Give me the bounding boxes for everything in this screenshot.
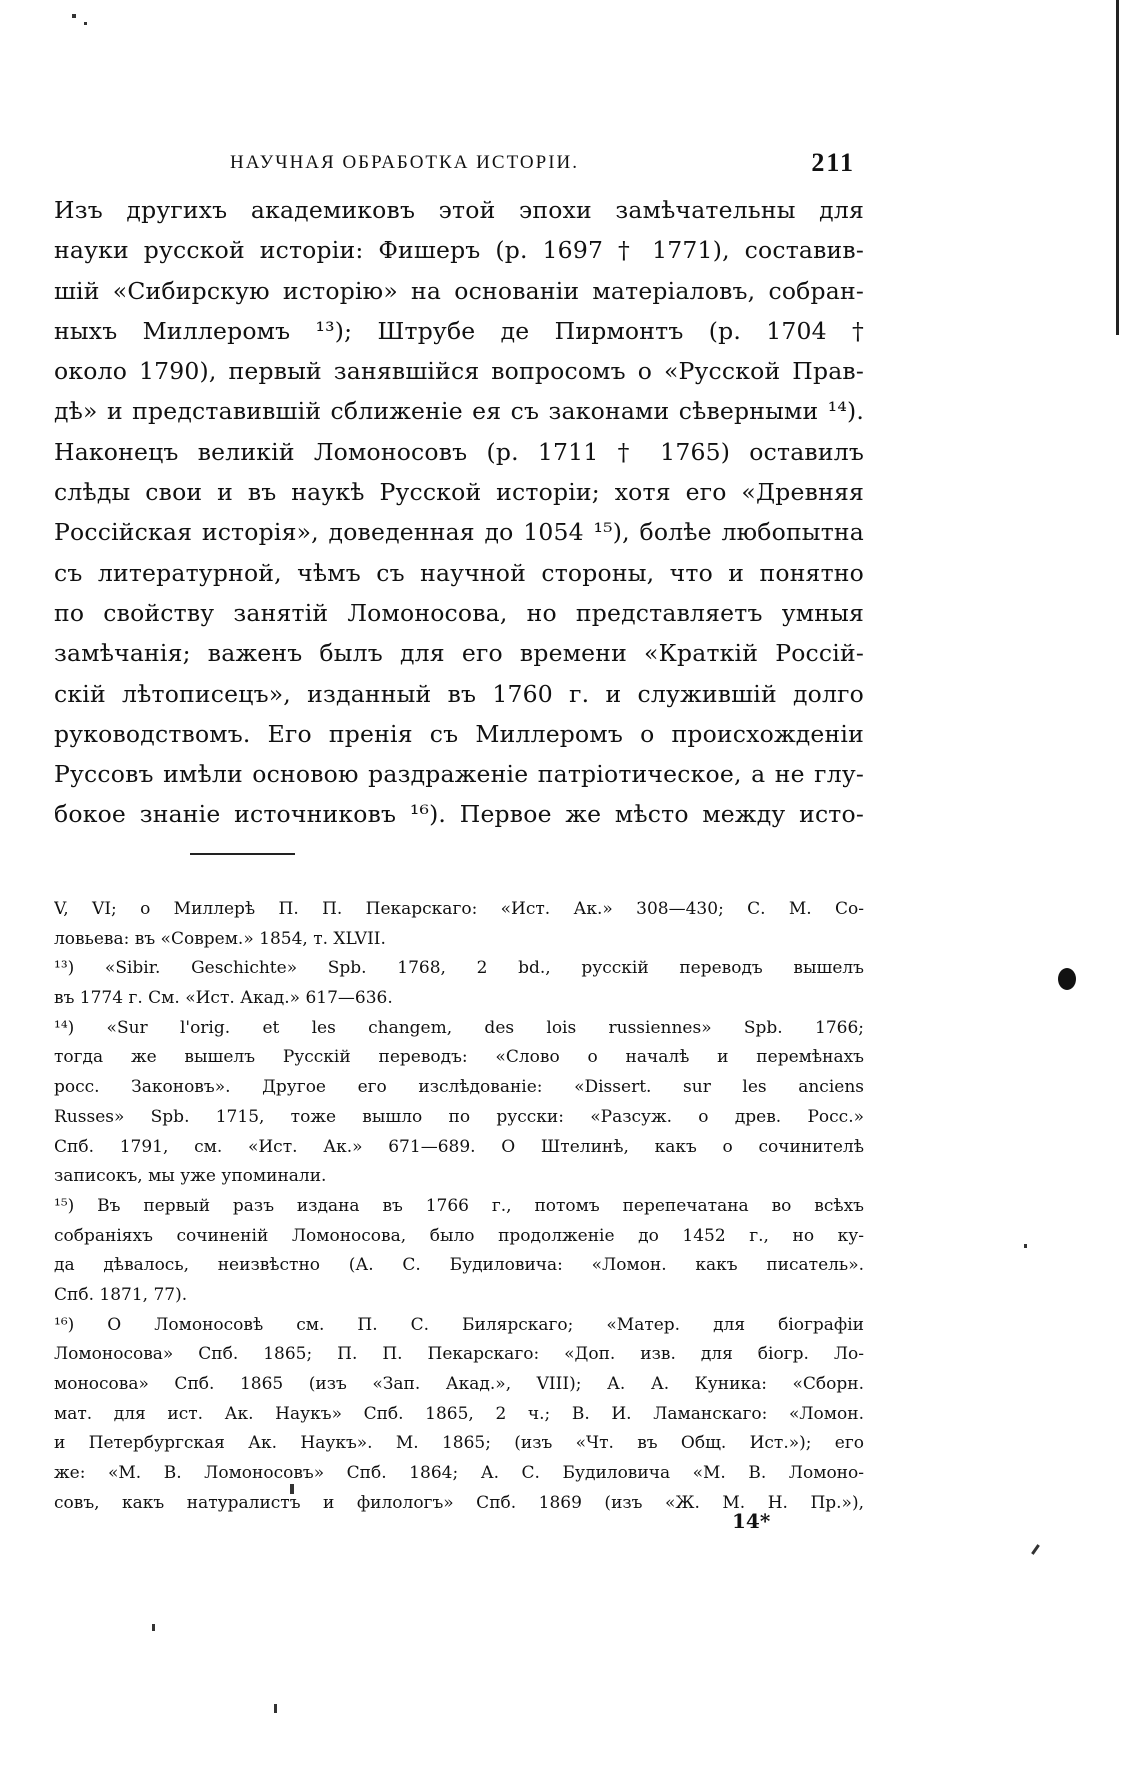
- footnote-separator: [190, 853, 295, 855]
- text-line: съ литературной, чѣмъ съ научной стороны, что и понятно: [54, 558, 864, 587]
- text-line: слѣды свои и въ наукѣ Русской исторіи; хотя его «Древняя: [54, 478, 864, 507]
- footnote-line: моносова» Спб. 1865 (изъ «Зап. Акад.», VIII); А. А. Куника: «Сборн.: [54, 1374, 864, 1394]
- scan-edge-line: [1116, 0, 1119, 335]
- main-text: [54, 190, 864, 835]
- footnote-line: Ломоносова» Спб. 1865; П. П. Пекарскаго: «Доп. изв. для біогр. Ло-: [54, 1344, 864, 1365]
- footnote-line: тогда же вышелъ Русскій переводъ: «Слово о началѣ и перемѣнахъ: [54, 1047, 864, 1068]
- text-line: шій «Сибирскую исторію» на основаніи матеріаловъ, собран-: [54, 276, 864, 305]
- text-line: замѣчанія; важенъ былъ для его времени «Краткій Россій-: [54, 639, 864, 668]
- ink-blot: [1058, 968, 1076, 990]
- footnote-line: Спб. 1871, 77).: [54, 1284, 188, 1305]
- footnotes: [54, 895, 864, 1518]
- scan-speck: [1024, 1244, 1027, 1248]
- text-line: Россійская исторія», доведенная до 1054 ¹⁵), болѣе любопытна: [54, 518, 864, 547]
- scan-speck: [274, 1704, 277, 1713]
- header-title: НАУЧНАЯ ОБРАБОТКА ИСТОРІИ.: [230, 152, 580, 173]
- footnote-line: ловьева: въ «Соврем.» 1854, т. XLVII.: [54, 928, 386, 949]
- text-line: Изъ другихъ академиковъ этой эпохи замѣчательны для: [54, 196, 864, 224]
- footnote-line: совъ, какъ натуралистъ и филологъ» Спб. 1869 (изъ «Ж. М. Н. Пр.»),: [54, 1492, 864, 1513]
- text-line: дѣ» и представившій сближеніе ея съ законами сѣверными ¹⁴).: [54, 397, 864, 426]
- footnote-line: ¹⁴) «Sur l'orig. et les changem, des lois russiennes» Spb. 1766;: [54, 1017, 864, 1038]
- text-line: скій лѣтописецъ», изданный въ 1760 г. и служившій долго: [54, 679, 864, 708]
- text-line: бокое знаніе источниковъ ¹⁶). Первое же мѣсто между исто-: [54, 800, 864, 829]
- footnote-line: ¹⁵) Въ первый разъ издана въ 1766 г., потомъ перепечатана во всѣхъ: [54, 1195, 864, 1216]
- page-number: 211: [811, 148, 855, 177]
- footnote-line: записокъ, мы уже упоминали.: [54, 1166, 327, 1187]
- running-header: [230, 148, 855, 178]
- footnote-line: и Петербургская Ак. Наукъ». М. 1865; (изъ «Чт. въ Общ. Ист.»); его: [54, 1433, 864, 1454]
- footnote-line: ¹³) «Sibir. Geschichte» Spb. 1768, 2 bd., русскій переводъ вышелъ: [54, 958, 864, 979]
- text-line: Наконецъ великій Ломоносовъ (р. 1711 † 1765) оставилъ: [54, 437, 864, 466]
- scan-speck: [84, 22, 87, 25]
- scan-speck: [1031, 1544, 1040, 1555]
- text-line: по свойству занятій Ломоносова, но представляетъ умныя: [54, 598, 864, 627]
- footnote-line: мат. для ист. Ак. Наукъ» Спб. 1865, 2 ч.; В. И. Ламанскаго: «Ломон.: [54, 1403, 864, 1424]
- footnote-line: Russes» Spb. 1715, тоже вышло по русски: «Разсуж. о древ. Росс.»: [54, 1106, 864, 1127]
- text-line: ныхъ Миллеромъ ¹³); Штрубе де Пирмонтъ (р. 1704 †: [54, 316, 864, 345]
- footnote-line: V, VI; о Миллерѣ П. П. Пекарскаго: «Ист. Ак.» 308—430; С. М. Со-: [54, 899, 864, 919]
- text-line: около 1790), первый занявшійся вопросомъ о «Русской Прав-: [54, 357, 864, 386]
- footnote-line: въ 1774 г. См. «Ист. Акад.» 617—636.: [54, 988, 393, 1009]
- scan-speck: [72, 14, 76, 18]
- text-line: Руссовъ имѣли основою раздраженіе патріотическое, а не глу-: [54, 760, 864, 789]
- signature-mark: 14*: [732, 1509, 771, 1533]
- footnote-line: Спб. 1791, см. «Ист. Ак.» 671—689. О Штелинѣ, какъ о сочинителѣ: [54, 1136, 864, 1157]
- text-line: руководствомъ. Его пренія съ Миллеромъ о происхожденіи: [54, 719, 864, 748]
- footnote-line: росс. Законовъ». Другое его изслѣдованіе: «Dissert. sur les anciens: [54, 1077, 864, 1098]
- footnote-line: да дѣвалось, неизвѣстно (А. С. Будиловича: «Ломон. какъ писатель».: [54, 1255, 864, 1276]
- footnote-line: собраніяхъ сочиненій Ломоносова, было продолженіе до 1452 г., но ку-: [54, 1225, 864, 1246]
- scan-speck: [152, 1624, 155, 1631]
- footnote-line: же: «М. В. Ломоносовъ» Спб. 1864; А. С. Будиловича «М. В. Ломоно-: [54, 1463, 864, 1484]
- text-line: науки русской исторіи: Фишеръ (р. 1697 † 1771), составив-: [54, 236, 864, 265]
- footnote-line: ¹⁶) О Ломоносовѣ см. П. С. Билярскаго; «Матер. для біографіи: [54, 1314, 864, 1335]
